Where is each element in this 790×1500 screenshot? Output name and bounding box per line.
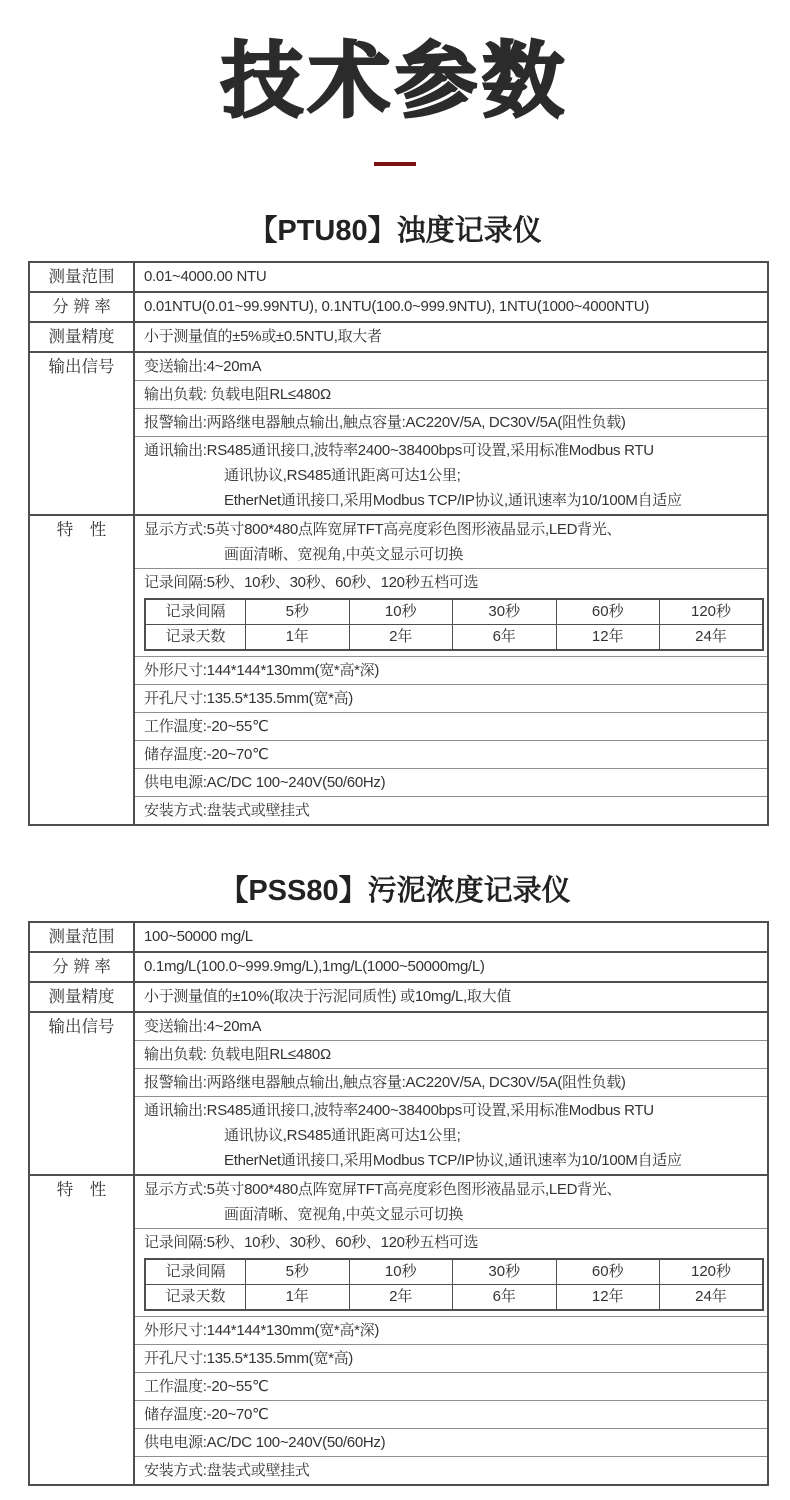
spec-label-cell: 特 性 xyxy=(29,515,134,825)
interval-value-cell: 2年 xyxy=(349,624,453,650)
spec-value-cell xyxy=(134,1012,768,1041)
spec-value-line: 100~50000 mg/L xyxy=(144,927,253,945)
spec-value-line: EtherNet通讯接口,采用Modbus TCP/IP协议,通讯速率为10/100M自适应 xyxy=(224,1151,682,1169)
spec-row xyxy=(29,952,768,982)
spec-value-line: 通讯协议,RS485通讯距离可达1公里; xyxy=(224,466,461,484)
spec-value-cell xyxy=(134,656,768,684)
spec-value-cell xyxy=(134,1228,768,1316)
spec-row xyxy=(29,1400,768,1428)
spec-value-cell xyxy=(134,1400,768,1428)
spec-row xyxy=(29,352,768,381)
spec-value-line: 外形尺寸:144*144*130mm(宽*高*深) xyxy=(144,1321,380,1339)
spec-value-line: 0.01NTU(0.01~99.99NTU), 0.1NTU(100.0~999.9NTU), 1NTU(1000~4000NTU) xyxy=(144,297,650,315)
spec-label-cell: 输出信号 xyxy=(29,352,134,515)
spec-value-line: 输出负载: 负载电阻RL≤480Ω xyxy=(144,1045,331,1063)
interval-header-cell: 记录间隔 xyxy=(145,599,246,625)
interval-value-cell: 6年 xyxy=(453,624,557,650)
spec-value-cell xyxy=(134,1344,768,1372)
record-interval-row xyxy=(145,1284,763,1310)
page-title: 技术参数 xyxy=(220,36,569,127)
interval-value-cell: 10秒 xyxy=(349,599,453,625)
interval-value-cell: 5秒 xyxy=(246,599,350,625)
spec-value-cell xyxy=(134,322,768,352)
spec-row xyxy=(29,322,768,352)
spec-row xyxy=(29,436,768,515)
spec-value-cell xyxy=(134,568,768,656)
spec-value-line: 0.1mg/L(100.0~999.9mg/L),1mg/L(1000~50000mg/L) xyxy=(144,957,485,975)
spec-value-line: 0.01~4000.00 NTU xyxy=(144,267,267,285)
spec-value-line: EtherNet通讯接口,采用Modbus TCP/IP协议,通讯速率为10/100M自适应 xyxy=(224,491,682,509)
section-ptu80 xyxy=(0,208,790,826)
spec-value-line: 外形尺寸:144*144*130mm(宽*高*深) xyxy=(144,661,380,679)
spec-label-cell: 分 辨 率 xyxy=(29,292,134,322)
spec-value-line: 画面清晰、宽视角,中英文显示可切换 xyxy=(224,545,464,563)
interval-value-cell: 2年 xyxy=(349,1284,453,1310)
spec-value-line: 画面清晰、宽视角,中英文显示可切换 xyxy=(224,1205,464,1223)
spec-value-line: 开孔尺寸:135.5*135.5mm(宽*高) xyxy=(144,1349,353,1367)
spec-label-cell: 测量精度 xyxy=(29,982,134,1012)
spec-row xyxy=(29,1096,768,1175)
spec-label-cell: 特 性 xyxy=(29,1175,134,1485)
interval-value-cell: 5秒 xyxy=(246,1259,350,1285)
interval-value-cell: 60秒 xyxy=(556,1259,660,1285)
title-underline-accent xyxy=(374,162,416,166)
spec-value-line: 工作温度:-20~55℃ xyxy=(144,717,269,735)
spec-row xyxy=(29,1012,768,1041)
spec-row xyxy=(29,982,768,1012)
spec-value-line: 报警输出:两路继电器触点输出,触点容量:AC220V/5A, DC30V/5A(阻性负载) xyxy=(144,413,626,431)
spec-value-line: 工作温度:-20~55℃ xyxy=(144,1377,269,1395)
interval-value-cell: 12年 xyxy=(556,624,660,650)
record-interval-row xyxy=(145,624,763,650)
spec-value-line: 报警输出:两路继电器触点输出,触点容量:AC220V/5A, DC30V/5A(阻性负载) xyxy=(144,1073,626,1091)
spec-row xyxy=(29,1040,768,1068)
interval-value-cell: 30秒 xyxy=(453,1259,557,1285)
spec-row xyxy=(29,656,768,684)
spec-value-cell xyxy=(134,292,768,322)
interval-value-cell: 24年 xyxy=(660,624,764,650)
spec-value-line: 记录间隔:5秒、10秒、30秒、60秒、120秒五档可选 xyxy=(144,573,479,591)
spec-value-line: 显示方式:5英寸800*480点阵宽屏TFT高亮度彩色图形液晶显示,LED背光、 xyxy=(144,520,622,538)
spec-value-cell xyxy=(134,1040,768,1068)
spec-row xyxy=(29,1372,768,1400)
spec-row xyxy=(29,380,768,408)
spec-table-ptu80 xyxy=(28,261,769,826)
spec-value-cell xyxy=(134,740,768,768)
spec-value-line: 小于测量值的±10%(取决于污泥同质性) 或10mg/L,取大值 xyxy=(144,987,512,1005)
spec-row xyxy=(29,1228,768,1316)
spec-label-cell: 分 辨 率 xyxy=(29,952,134,982)
spec-row xyxy=(29,740,768,768)
interval-value-cell: 120秒 xyxy=(660,1259,764,1285)
spec-row xyxy=(29,1068,768,1096)
spec-value-cell xyxy=(134,436,768,515)
spec-value-cell xyxy=(134,768,768,796)
spec-label-cell: 测量范围 xyxy=(29,922,134,952)
spec-row xyxy=(29,684,768,712)
spec-table-pss80 xyxy=(28,921,769,1486)
spec-label-cell: 测量精度 xyxy=(29,322,134,352)
spec-value-cell xyxy=(134,1175,768,1229)
interval-header-cell: 记录天数 xyxy=(145,624,246,650)
spec-value-line: 显示方式:5英寸800*480点阵宽屏TFT高亮度彩色图形液晶显示,LED背光、 xyxy=(144,1180,622,1198)
spec-value-line: 变送输出:4~20mA xyxy=(144,357,262,375)
spec-value-line: 安装方式:盘装式或壁挂式 xyxy=(144,801,310,819)
interval-value-cell: 12年 xyxy=(556,1284,660,1310)
interval-value-cell: 30秒 xyxy=(453,599,557,625)
spec-value-cell xyxy=(134,1316,768,1344)
spec-row xyxy=(29,922,768,952)
spec-value-line: 通讯输出:RS485通讯接口,波特率2400~38400bps可设置,采用标准Modbus RTU xyxy=(144,1101,654,1119)
interval-header-cell: 记录间隔 xyxy=(145,1259,246,1285)
interval-value-cell: 10秒 xyxy=(349,1259,453,1285)
spec-value-cell xyxy=(134,712,768,740)
spec-row xyxy=(29,1456,768,1485)
spec-label-cell: 测量范围 xyxy=(29,262,134,292)
section-heading-ptu80: 【PTU80】浊度记录仪 xyxy=(248,214,542,247)
spec-value-cell xyxy=(134,1372,768,1400)
spec-value-cell xyxy=(134,796,768,825)
interval-value-cell: 1年 xyxy=(246,1284,350,1310)
spec-label-cell: 输出信号 xyxy=(29,1012,134,1175)
section-heading-pss80: 【PSS80】污泥浓度记录仪 xyxy=(219,874,571,907)
spec-value-line: 记录间隔:5秒、10秒、30秒、60秒、120秒五档可选 xyxy=(144,1233,479,1251)
spec-value-cell xyxy=(134,982,768,1012)
interval-value-cell: 1年 xyxy=(246,624,350,650)
interval-value-cell: 24年 xyxy=(660,1284,764,1310)
spec-value-cell xyxy=(134,352,768,381)
spec-row xyxy=(29,1428,768,1456)
spec-value-line: 通讯协议,RS485通讯距离可达1公里; xyxy=(224,1126,461,1144)
spec-value-cell xyxy=(134,1068,768,1096)
interval-value-cell: 120秒 xyxy=(660,599,764,625)
interval-header-cell: 记录天数 xyxy=(145,1284,246,1310)
spec-row xyxy=(29,1316,768,1344)
spec-value-line: 储存温度:-20~70℃ xyxy=(144,745,269,763)
spec-row xyxy=(29,1175,768,1229)
interval-value-cell: 6年 xyxy=(453,1284,557,1310)
spec-value-cell xyxy=(134,380,768,408)
spec-value-line: 输出负载: 负载电阻RL≤480Ω xyxy=(144,385,331,403)
spec-value-line: 通讯输出:RS485通讯接口,波特率2400~38400bps可设置,采用标准Modbus RTU xyxy=(144,441,654,459)
section-pss80 xyxy=(0,868,790,1486)
spec-value-cell xyxy=(134,408,768,436)
spec-value-cell xyxy=(134,952,768,982)
spec-value-cell xyxy=(134,922,768,952)
spec-value-cell xyxy=(134,262,768,292)
spec-row xyxy=(29,292,768,322)
spec-row xyxy=(29,408,768,436)
spec-value-line: 供电电源:AC/DC 100~240V(50/60Hz) xyxy=(144,773,386,791)
spec-value-line: 供电电源:AC/DC 100~240V(50/60Hz) xyxy=(144,1433,386,1451)
interval-value-cell: 60秒 xyxy=(556,599,660,625)
spec-row xyxy=(29,796,768,825)
spec-value-line: 安装方式:盘装式或壁挂式 xyxy=(144,1461,310,1479)
spec-row xyxy=(29,712,768,740)
record-interval-row xyxy=(145,599,763,625)
spec-value-cell xyxy=(134,1096,768,1175)
record-interval-row xyxy=(145,1259,763,1285)
spec-row xyxy=(29,262,768,292)
spec-value-line: 开孔尺寸:135.5*135.5mm(宽*高) xyxy=(144,689,353,707)
spec-value-line: 储存温度:-20~70℃ xyxy=(144,1405,269,1423)
spec-row xyxy=(29,768,768,796)
spec-row xyxy=(29,1344,768,1372)
spec-row xyxy=(29,568,768,656)
spec-value-line: 小于测量值的±5%或±0.5NTU,取大者 xyxy=(144,327,382,345)
spec-value-line: 变送输出:4~20mA xyxy=(144,1017,262,1035)
spec-value-cell xyxy=(134,515,768,569)
spec-value-cell xyxy=(134,684,768,712)
record-interval-table xyxy=(144,598,764,651)
spec-row xyxy=(29,515,768,569)
record-interval-table xyxy=(144,1258,764,1311)
spec-value-cell xyxy=(134,1428,768,1456)
spec-value-cell xyxy=(134,1456,768,1485)
